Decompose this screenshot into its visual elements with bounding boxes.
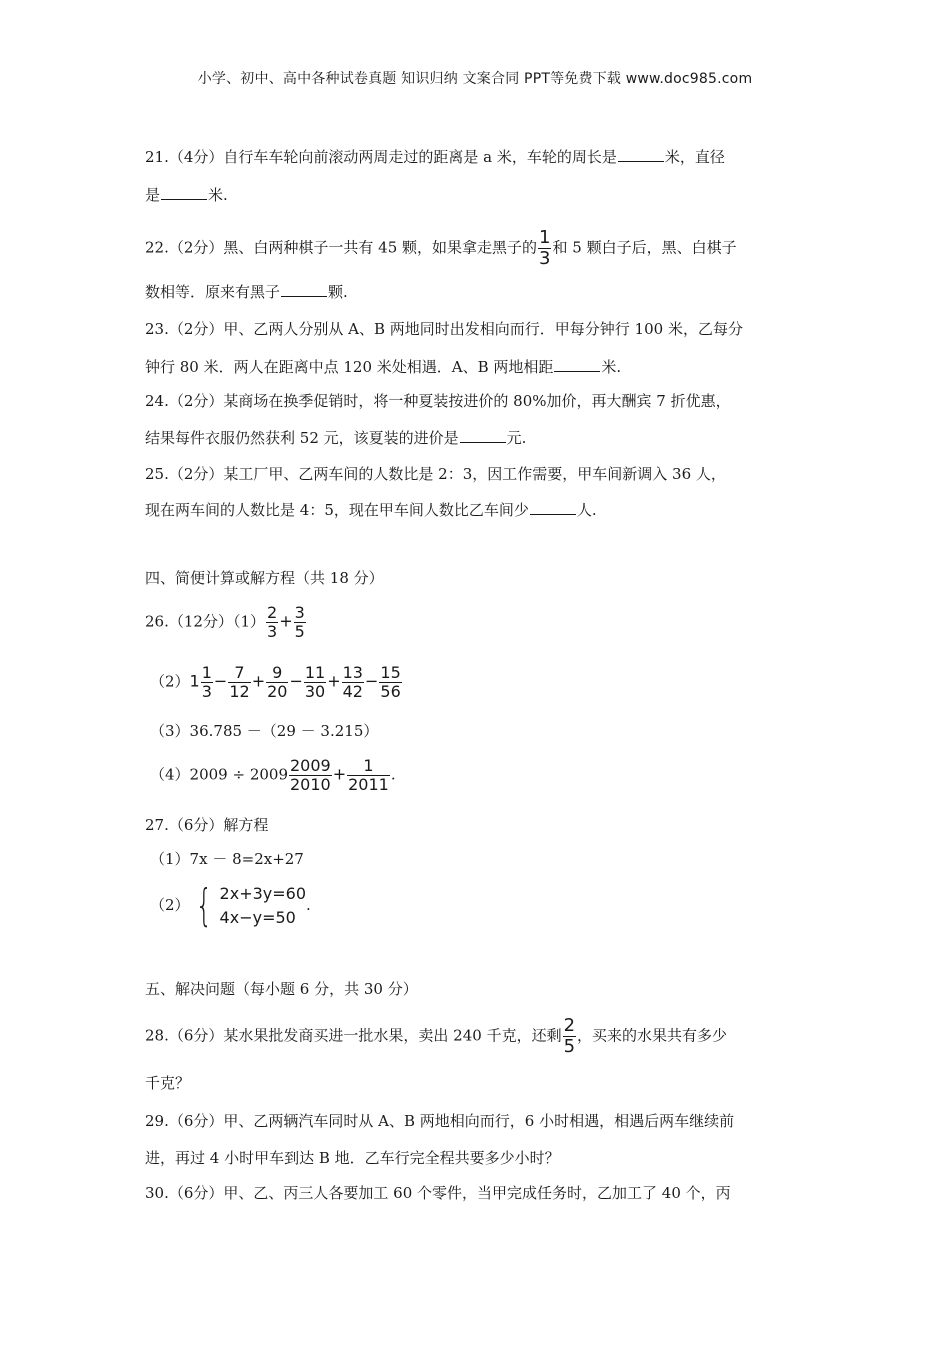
denominator: 3: [539, 248, 551, 269]
question-21-line1: [145, 146, 815, 168]
question-28-line1: [145, 1016, 815, 1057]
question-22-text: 颗.: [328, 283, 348, 301]
denominator: 2011: [348, 775, 389, 794]
numerator: 11: [304, 663, 326, 682]
numerator: 2: [267, 603, 278, 622]
question-21-text: 米.: [208, 186, 228, 204]
question-22-text: 和 5 颗白子后，黑、白棋子: [552, 238, 737, 257]
equation-2: 4x−y=50: [219, 908, 296, 927]
numerator: 2: [563, 1015, 576, 1036]
equation-1: 2x+3y=60: [219, 884, 307, 903]
denominator: 20: [267, 682, 288, 701]
denominator: 12: [229, 682, 250, 701]
question-21-text: 米，直径: [664, 148, 725, 166]
question-28-text: ，买来的水果共有多少: [577, 1026, 728, 1045]
question-27-part2: [150, 882, 820, 930]
question-27-part1: （1）7x － 8=2x+27: [150, 850, 304, 868]
fraction: [347, 757, 390, 794]
answer-blank[interactable]: [530, 500, 576, 515]
left-brace-icon: {: [195, 880, 212, 931]
part-label: （2）: [150, 896, 190, 914]
period: .: [306, 896, 311, 914]
fraction: [228, 664, 250, 701]
answer-blank[interactable]: [161, 185, 207, 200]
numerator: 7: [234, 663, 245, 682]
answer-blank[interactable]: [618, 147, 664, 162]
question-26-part2: [150, 664, 820, 701]
operator: −: [364, 671, 379, 691]
numerator: 15: [380, 663, 401, 682]
page-header: 小学、初中、高中各种试卷真题 知识归纳 文案合同 PPT等免费下载 www.doc985.com: [197, 71, 753, 87]
question-29-line2: 进，再过 4 小时甲车到达 B 地．乙车行完全程共要多少小时？: [145, 1149, 560, 1167]
fraction: [304, 664, 326, 701]
question-30-line1: 30.（6分）甲、乙、丙三人各要加工 60 个零件，当甲完成任务时，乙加工了 40 个，丙: [145, 1184, 731, 1202]
operator: +: [332, 764, 347, 784]
question-22-line1: [145, 228, 815, 269]
question-24-line2: [145, 427, 815, 449]
numerator: 1: [201, 663, 212, 682]
question-24-text: 结果每件衣服仍然获利 52 元，该夏装的进价是: [145, 429, 459, 447]
fraction: [266, 604, 278, 641]
denominator: 5: [294, 622, 305, 641]
question-21-text: 21.（4分）自行车车轮向前滚动两周走过的距离是 a 米，车轮的周长是: [145, 148, 617, 166]
equation-system: [190, 882, 306, 930]
numerator: 1: [363, 756, 374, 775]
question-25-line2: [145, 499, 815, 521]
denominator: 5: [563, 1036, 576, 1057]
answer-blank[interactable]: [460, 428, 506, 443]
part-label: （4）2009 ÷ 2009: [150, 765, 288, 784]
operator: +: [327, 671, 341, 691]
question-25-line1: 25.（2分）某工厂甲、乙两车间的人数比是 2：3，因工作需要，甲车间新调入 36 人，: [145, 465, 726, 483]
operator: +: [279, 611, 293, 631]
denominator: 42: [342, 682, 363, 701]
fraction: [538, 228, 551, 269]
fraction: [563, 1016, 576, 1057]
question-29-line1: 29.（6分）甲、乙两辆汽车同时从 A、B 两地相向而行，6 小时相遇，相遇后两车继续前: [145, 1112, 735, 1130]
denominator: 56: [380, 682, 401, 701]
period: .: [390, 765, 396, 784]
question-26-label: 26.（12分）（1）: [145, 612, 265, 631]
question-21-line2: [145, 184, 815, 206]
fraction: [266, 664, 288, 701]
numerator: 2009: [290, 756, 331, 775]
question-24-text: 元.: [506, 429, 527, 447]
denominator: 3: [201, 682, 212, 701]
question-21-text: 是: [145, 186, 161, 204]
question-28-text: 28.（6分）某水果批发商买进一批水果，卖出 240 千克，还剩: [145, 1026, 562, 1045]
fraction: [294, 604, 306, 641]
fraction: [201, 664, 213, 701]
numerator: 13: [342, 663, 363, 682]
operator: −: [213, 671, 228, 691]
question-24-line1: 24.（2分）某商场在换季促销时，将一种夏装按进价的 80%加价，再大酬宾 7 折优惠，: [145, 392, 731, 410]
fraction: [379, 664, 401, 701]
fraction: [342, 664, 364, 701]
denominator: 2010: [290, 775, 331, 794]
question-22-line2: [145, 281, 815, 303]
numerator: 3: [294, 603, 305, 622]
numerator: 9: [272, 663, 283, 682]
operator: −: [289, 671, 303, 691]
denominator: 30: [304, 682, 326, 701]
question-23-text: 钟行 80 米．两人在距离中点 120 米处相遇．A、B 两地相距: [145, 358, 554, 376]
answer-blank[interactable]: [554, 357, 600, 372]
question-28-line2: 千克？: [145, 1074, 191, 1092]
denominator: 3: [267, 622, 278, 641]
question-23-line2: [145, 356, 815, 378]
numerator: 1: [539, 227, 551, 248]
section-heading-4: 四、简便计算或解方程（共 18 分）: [145, 569, 384, 587]
fraction: [289, 757, 332, 794]
question-22-text: 22.（2分）黑、白两种棋子一共有 45 颗，如果拿走黑子的: [145, 238, 538, 257]
question-26-part3: （3）36.785 －（29 － 3.215）: [150, 722, 379, 740]
operator: +: [251, 671, 266, 691]
question-23-text: 米.: [601, 358, 622, 376]
section-heading-5: 五、解决问题（每小题 6 分，共 30 分）: [145, 980, 418, 998]
question-23-line1: 23.（2分）甲、乙两人分别从 A、B 两地同时出发相向而行．甲每分钟行 100 米，乙每分: [145, 320, 743, 338]
question-22-text: 数相等．原来有黑子: [145, 283, 281, 301]
part-label: （2）: [150, 672, 190, 691]
whole-number: 1: [189, 671, 200, 691]
question-27-label: 27.（6分）解方程: [145, 816, 269, 834]
question-25-text: 现在两车间的人数比是 4：5，现在甲车间人数比乙车间少: [145, 501, 529, 519]
answer-blank[interactable]: [281, 282, 327, 297]
question-26-part4: [150, 757, 820, 794]
question-25-text: 人.: [576, 501, 597, 519]
question-26-part1: [145, 604, 815, 641]
